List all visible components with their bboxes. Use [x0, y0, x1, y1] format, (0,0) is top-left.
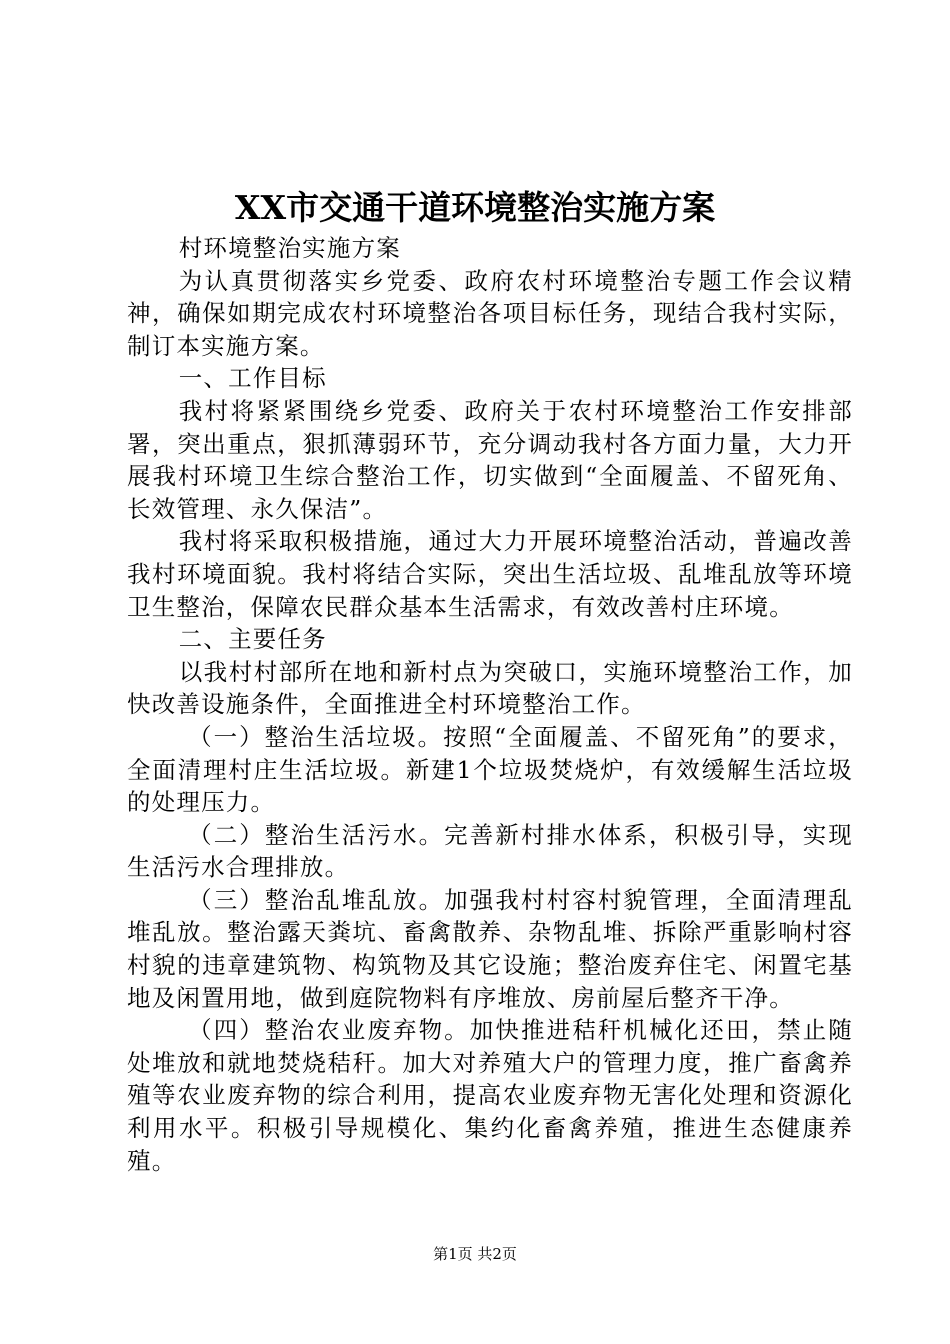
paragraph-task-1: （一）整治生活垃圾。按照“全面履盖、不留死角”的要求，全面清理村庄生活垃圾。新建1个垃圾焚烧炉，有效缓解生活垃圾的处理压力。: [127, 722, 853, 817]
document-title: XX市交通干道环境整治实施方案: [234, 188, 716, 227]
paragraph-task-4: （四）整治农业废弃物。加快推进秸秆机械化还田，禁止随处堆放和就地焚烧秸秆。加大对养殖大户的管理力度，推广畜禽养殖等农业废弃物的综合利用，提高农业废弃物无害化处理和资源化利用水平。积极引导规模化、集约化畜禽养殖，推进生态健康养殖。: [127, 1016, 853, 1175]
section-heading-goals: 一、工作目标: [178, 364, 327, 393]
paragraph-task-3: （三）整治乱堆乱放。加强我村村容村貌管理，全面清理乱堆乱放。整治露天粪坑、畜禽散养、杂物乱堆、拆除严重影响村容村貌的违章建筑物、构筑物及其它设施；整治废弃住宅、闲置宅基地及闲置用地，做到庭院物料有序堆放、房前屋后整齐干净。: [127, 885, 853, 1012]
section-heading-tasks: 二、主要任务: [178, 625, 327, 654]
paragraph-subtitle: 村环境整治实施方案: [178, 234, 401, 262]
paragraph-intro: 为认真贯彻落实乡党委、政府农村环境整治专题工作会议精神，确保如期完成农村环境整治各项目标任务，现结合我村实际，制订本实施方案。: [127, 266, 853, 360]
paragraph-task-2: （二）整治生活污水。完善新村排水体系，积极引导，实现生活污水合理排放。: [127, 820, 853, 882]
page-footer: 第1页 共2页: [433, 1245, 517, 1263]
paragraph-goals-2: 我村将采取积极措施，通过大力开展环境整治活动，普遍改善我村环境面貌。我村将结合实际，突出生活垃圾、乱堆乱放等环境卫生整治，保障农民群众基本生活需求，有效改善村庄环境。: [127, 527, 853, 621]
paragraph-tasks-intro: 以我村村部所在地和新村点为突破口，实施环境整治工作，加快改善设施条件，全面推进全村环境整治工作。: [127, 657, 853, 719]
paragraph-goals-1: 我村将紧紧围绕乡党委、政府关于农村环境整治工作安排部署，突出重点，狠抓薄弱环节，充分调动我村各方面力量，大力开展我村环境卫生综合整治工作，切实做到“全面履盖、不留死角、长效管理、永久保洁”。: [127, 396, 853, 523]
document-body: [127, 232, 853, 1177]
